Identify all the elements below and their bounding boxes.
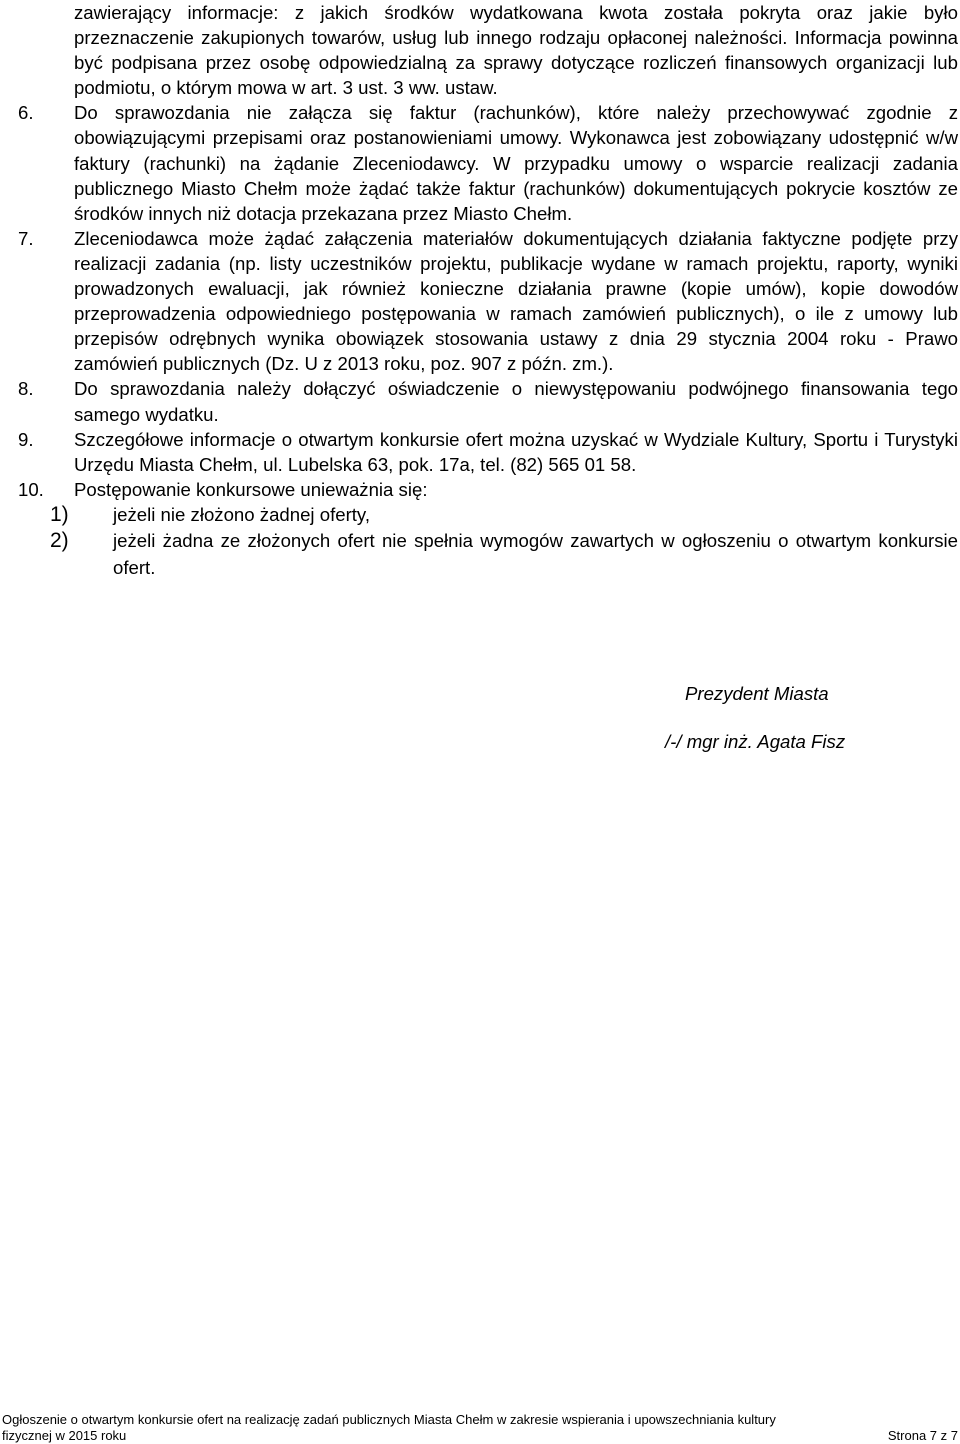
signature-name: /-/ mgr inż. Agata Fisz <box>665 731 846 752</box>
list-item-text: Do sprawozdania należy dołączyć oświadczenie o niewystępowaniu podwójnego finansowania tego samego wydatku. <box>74 378 958 425</box>
list-item-text: Do sprawozdania nie załącza się faktur (rachunków), które należy przechowywać zgodnie z obowiązującymi przepisami oraz postanowieniami umowy. Wykonawca jest zobowiązany udostępnić w/w faktury (rachunki) na żądanie Zleceniodawcy. W przypadku umowy o wsparcie realizacji zadania publicznego Miasto Chełm może żądać także faktur (rachunków) dokumentujących pokrycie kosztów ze środków innych niż dotacja przekazana przez Miasto Chełm. <box>74 102 958 224</box>
list-item-7 <box>18 226 958 377</box>
list-item-text: Zleceniodawca może żądać załączenia materiałów dokumentujących działania faktyczne podjęte przy realizacji zadania (np. listy uczestników projektu, publikacje wydane w ramach projektu, raporty, wyniki prowadzonych ewaluacji, jak również konieczne działania prawne (kopie umów), kopie dowodów przeprowadzenia odpowiedniego postępowania w ramach zamówień publicznych), o ile z umowy lub przepisów odrębnych wynika obowiązek stosowania ustawy z dnia 29 stycznia 2004 roku - Prawo zamówień publicznych (Dz. U z 2013 roku, poz. 907 z późn. zm.). <box>74 227 958 375</box>
signature-title: Prezydent Miasta <box>685 683 829 704</box>
list-item-10 <box>18 477 958 502</box>
list-item-number: 9. <box>18 428 34 450</box>
sub-item-text: jeżeli nie złożono żadnej oferty, <box>113 503 371 525</box>
sub-item-number: 1) <box>50 502 69 526</box>
list-item-9 <box>18 427 958 477</box>
sub-item-1 <box>18 502 958 529</box>
footer-title-line2 <box>2 1428 958 1444</box>
sub-item-2 <box>18 528 958 581</box>
list-item-number: 10. <box>18 478 44 500</box>
sub-item-number: 2) <box>50 529 69 553</box>
list-item-8 <box>18 376 958 426</box>
footer-title-continuation: fizycznej w 2015 roku <box>2 1428 127 1443</box>
list-item-6 <box>18 100 958 225</box>
sub-item-text: jeżeli żadna ze złożonych ofert nie spełnia wymogów zawartych w ogłoszeniu o otwartym konkursie ofert. <box>113 530 958 578</box>
continuation-paragraph: zawierający informacje: z jakich środków wydatkowana kwota została pokryta oraz jakie było przeznaczenie zakupionych towarów, usług lub innego rodzaju opłaconej należności. Informacja powinna być podpisana przez osobę odpowiedzialną za sprawy dotyczące rozliczeń finansowych organizacji lub podmiotu, o którym mowa w art. 3 ust. 3 ww. ustaw. <box>74 2 958 99</box>
footer-title-line1: Ogłoszenie o otwartym konkursie ofert na realizację zadań publicznych Miasta Chełm w zakresie wspierania i upowszechniania kultury <box>2 1412 776 1427</box>
list-item-number: 7. <box>18 227 34 249</box>
list-item-text: Postępowanie konkursowe unieważnia się: <box>74 478 428 500</box>
page-footer <box>2 1412 958 1444</box>
document-body <box>18 0 958 581</box>
page-number: Strona 7 z 7 <box>887 1428 958 1443</box>
list-item-text: Szczegółowe informacje o otwartym konkursie ofert można uzyskać w Wydziale Kultury, Sportu i Turystyki Urzędu Miasta Chełm, ul. Lubelska 63, pok. 17a, tel. (82) 565 01 58. <box>74 428 958 475</box>
list-item-number: 6. <box>18 102 34 124</box>
list-item-number: 8. <box>18 378 34 400</box>
